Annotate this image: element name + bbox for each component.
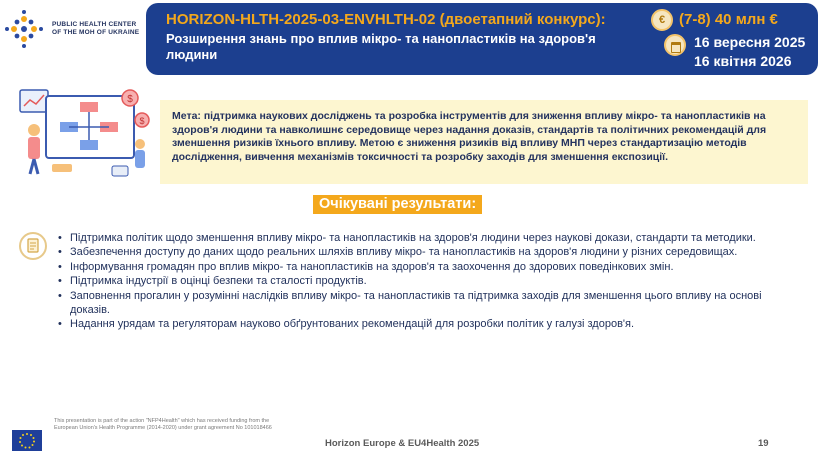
logo-icon <box>4 9 44 49</box>
funding-disclaimer: This presentation is part of the action "NFP4Health" which has received funding from the European Union's Health Programme (2014-2020) under grant agreement No 101018466 <box>54 418 272 431</box>
org-name-line1: PUBLIC HEALTH CENTER <box>52 21 137 28</box>
euro-coin-icon: € <box>651 9 673 31</box>
list-item: • Забезпечення доступу до даних щодо реальних шляхів впливу мікро- та нанопластиків на здоров'я людини у різних середовищах. <box>58 245 798 259</box>
footer-title: Horizon Europe & EU4Health 2025 <box>325 438 480 449</box>
goal-box <box>160 100 808 184</box>
org-name-line2: OF THE MOH OF UKRAINE <box>52 29 140 36</box>
goal-text: Мета: підтримка наукових досліджень та розробка інструментів для зниження впливу мікро- та нанопластиків на здоров'я людини та навколишнє середовище через надання доказів, стандартів та політичних рекомендацій для зменшення ризиків їхнього впливу. Метою є зниження ризиків від впливу МНП через стандартизацію методів дослідження, вивчення механізмів токсичності та розробку заходів для зменшення експозиції. <box>172 110 767 163</box>
flowchart-illustration <box>16 84 156 179</box>
page-number: 19 <box>758 438 769 449</box>
list-item: • Підтримка політик щодо зменшення впливу мікро- та нанопластиків на здоров'я людини через наукові докази, стандарти та методики. <box>58 231 798 245</box>
org-logo <box>4 6 144 52</box>
eu-flag-icon <box>12 430 42 451</box>
list-item: • Підтримка індустрії в оцінці безпеки та сталості продуктів. <box>58 274 798 288</box>
expected-results-title: Очікувані результати: <box>313 195 482 214</box>
list-item: • Інформування громадян про вплив мікро- та нанопластиків на здоров'я та заохочення до здорових поведінкових змін. <box>58 260 798 274</box>
list-item: • Надання урядам та регуляторам науково обґрунтованих рекомендацій для розробки політик у галузі здоров'я. <box>58 317 798 331</box>
document-icon <box>19 232 47 260</box>
call-header <box>146 3 818 75</box>
expected-results-list <box>58 231 798 332</box>
svg-text:$: $ <box>139 116 145 126</box>
calendar-icon <box>664 34 686 56</box>
list-item: • Заповнення прогалин у розумінні наслідків впливу мікро- та нанопластиків та підтримка заходів для зменшення цього впливу на основі доказів. <box>58 289 798 318</box>
call-code: HORIZON-HLTH-2025-03-ENVHLTH-02 (двоетапний конкурс): <box>166 11 606 28</box>
call-title: Розширення знань про вплив мікро- та нанопластиків на здоров'я людини <box>166 31 596 62</box>
deadline-stage2: 16 квітня 2026 <box>694 53 792 69</box>
call-budget: (7-8) 40 млн € <box>679 11 778 28</box>
svg-text:$: $ <box>127 94 133 105</box>
deadline-stage1: 16 вересня 2025 <box>694 34 806 50</box>
org-name <box>52 21 139 37</box>
